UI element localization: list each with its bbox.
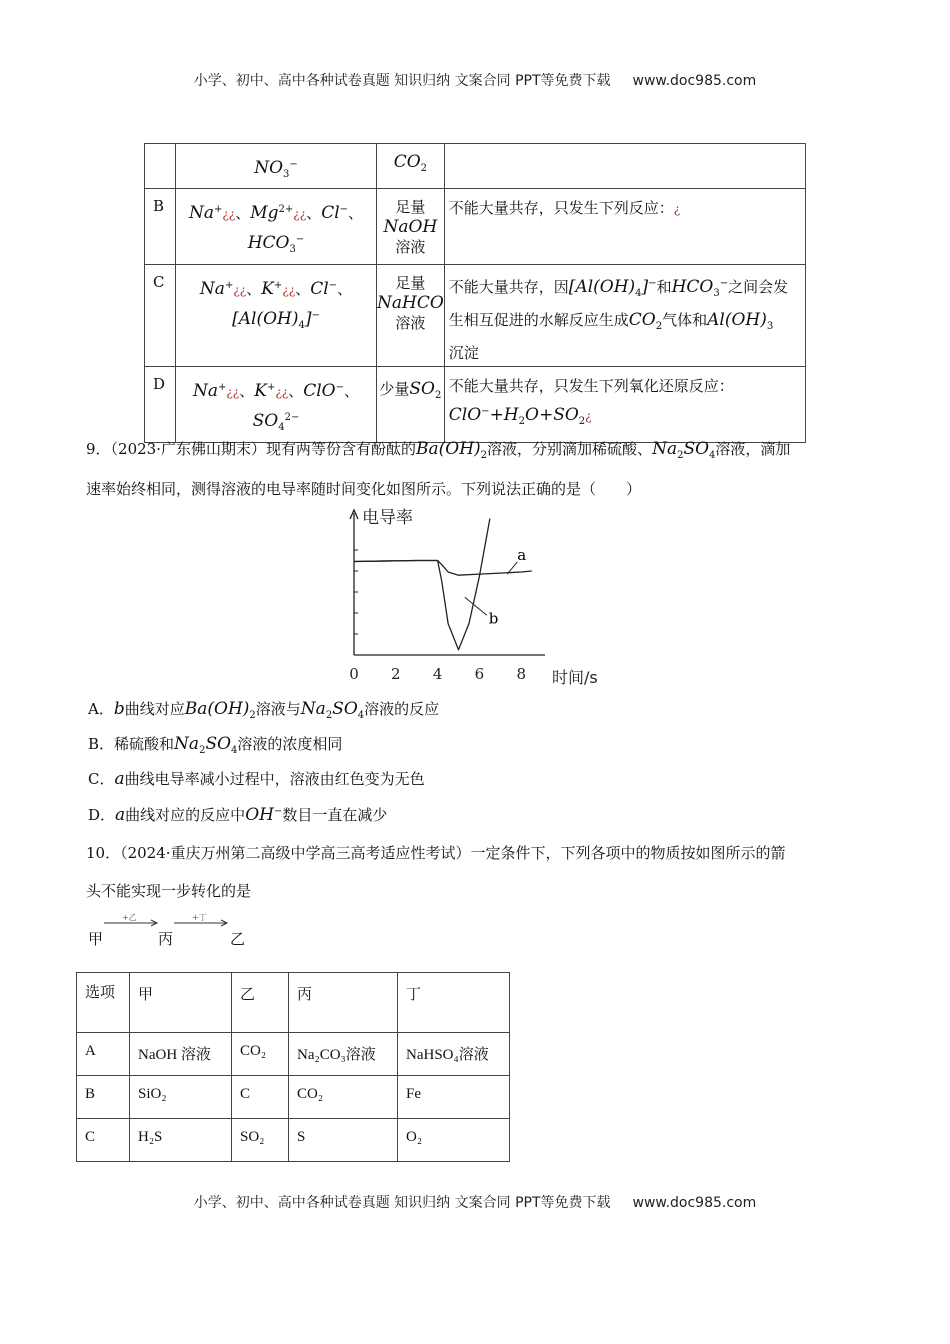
table-cell: C [77, 1119, 130, 1162]
x-axis-label: 时间/s [552, 668, 598, 687]
question-10-line2: 头不能实现一步转化的是 [86, 882, 252, 900]
series-label-a: a [517, 546, 527, 565]
table-row [77, 1076, 510, 1119]
header-cell: 甲 [130, 973, 232, 1033]
table-cell: H₂S [130, 1119, 232, 1162]
question-10: 10．（2024·重庆万州第二高级中学高三高考适应性考试）一定条件下，下列各项中的物质按如图所示的箭 [86, 844, 786, 862]
page-header [0, 70, 950, 90]
note-c: 不能大量共存，因$[Al(OH)_4]^-$和$HCO_3^-$之间会发 生相互促进的水解反应生成$CO_2$气体和$Al(OH)_3$ 沉淀 [444, 265, 805, 367]
footer-url: www.doc985.com [632, 1195, 757, 1211]
x-tick-label: 0 [349, 665, 359, 683]
y-axis-label: 电导率 [362, 508, 413, 528]
header-cell: 选项 [77, 973, 130, 1033]
note-d: 不能大量共存，只发生下列氧化还原反应： $ClO^-+H_2O+SO_2¿$ [444, 367, 805, 443]
option-9a[interactable]: A．b曲线对应$Ba(OH)_2$溶液与$Na_2SO_4$溶液的反应 [88, 699, 440, 721]
option-9d[interactable]: D．a曲线对应的反应中OH−数目一直在减少 [88, 805, 388, 825]
scheme-yi: 乙 [230, 930, 246, 948]
reagent-b: 足量 NaOH 溶液 [377, 189, 445, 265]
footer-text: 小学、初中、高中各种试卷真题 知识归纳 文案合同 PPT等免费下载 [193, 1195, 611, 1211]
series-label-b: b [488, 609, 499, 628]
ions-b: Na+¿¿、$Mg^{2+}¿¿$、Cl−、 $HCO_3^-$ [176, 189, 377, 265]
table-cell: S [289, 1119, 398, 1162]
reagent-c: 足量 NaHCO 溶液 [377, 265, 445, 367]
ions-c: Na+¿¿、K+¿¿、Cl−、 $[Al(OH)_4]^-$ [176, 265, 377, 367]
arrow-right-icon [104, 918, 160, 928]
table-row-b [145, 189, 806, 265]
table-cell: CO₂ [289, 1076, 398, 1119]
header-text: 小学、初中、高中各种试卷真题 知识归纳 文案合同 PPT等免费下载 [193, 73, 611, 89]
reagent-d: 少量$SO_2$ [377, 367, 445, 443]
header-cell: 丙 [289, 973, 398, 1033]
table-header-row [77, 973, 510, 1033]
row-label-b: B [145, 189, 176, 265]
question-9: 9．（2023·广东佛山期末）现有两等份含有酚酞的$Ba(OH)_2$溶液，分别滴加稀硫酸、$Na_2SO_4$溶液，滴加 [86, 439, 791, 461]
header-cell: 乙 [232, 973, 289, 1033]
table-cell: Fe [398, 1076, 510, 1119]
scheme-jia: 甲 [88, 930, 104, 948]
scheme-bing: 丙 [158, 930, 174, 948]
table-cell: B [77, 1076, 130, 1119]
x-tick-label: 2 [391, 665, 401, 683]
header-cell: 丁 [398, 973, 510, 1033]
conversion-scheme [88, 910, 268, 950]
table-row-c [145, 265, 806, 367]
reagent-co2: CO [393, 152, 421, 172]
note-b: 不能大量共存，只发生下列反应：¿ [444, 189, 805, 265]
table-cell: Na₂CO₃溶液 [289, 1033, 398, 1076]
question-9-line2: 速率始终相同，测得溶液的电导率随时间变化如图所示。下列说法正确的是（ ） [86, 480, 642, 498]
table-cell: NaOH 溶液 [130, 1033, 232, 1076]
series-line-a [354, 561, 532, 576]
table-cell: CO₂ [232, 1033, 289, 1076]
option-9b[interactable]: B．稀硫酸和$Na_2SO_4$溶液的浓度相同 [88, 734, 343, 756]
arrow-right-icon [174, 918, 230, 928]
x-tick-label: 6 [474, 665, 485, 683]
page-footer [0, 1192, 950, 1212]
header-url: www.doc985.com [632, 73, 757, 89]
ion-coexistence-table: $NO_3^-$ $CO_2$ B Na+¿¿、$Mg^{2+}¿¿$、Cl−、 $HCO_3^-$ 足量 NaOH 溶液 不能大量共存，只发生下列反应：¿ C Na+¿¿、K+¿¿、Cl−、 $[Al(OH)_4]^-$ 足量 NaHCO 溶液 不能大量共存，因$[Al(OH)_4]^-$和$HCO_3^-$之间会发 生相互促进的水解反应生成$CO_2$气体和$Al(OH)_3$ 沉淀 D Na+¿¿、K+¿¿、ClO−、 $SO_4^{2-}$ 少量$SO_2$ 不能大量共存，只发生下列氧化还原反应： $ClO^-+H_2O+SO_2¿$ [144, 143, 806, 443]
conversion-options-table [76, 972, 510, 1162]
table-cell: NaHSO₄溶液 [398, 1033, 510, 1076]
table-cell: SiO₂ [130, 1076, 232, 1119]
ion-no3: NO [254, 158, 284, 178]
row-label-c: C [145, 265, 176, 367]
table-row [77, 1119, 510, 1162]
table-cell: O₂ [398, 1119, 510, 1162]
row-label-d: D [145, 367, 176, 443]
ions-d: Na+¿¿、K+¿¿、ClO−、 $SO_4^{2-}$ [176, 367, 377, 443]
table-row-d [145, 367, 806, 443]
x-tick-label: 4 [432, 665, 443, 683]
option-9c[interactable]: C．a曲线电导率减小过程中，溶液由红色变为无色 [88, 769, 425, 789]
table-row [77, 1033, 510, 1076]
scheme-arrow2-label: +丁 [192, 913, 207, 922]
table-cell: A [77, 1033, 130, 1076]
table-cell: C [232, 1076, 289, 1119]
scheme-arrow1-label: +乙 [122, 913, 137, 922]
conductivity-chart [330, 505, 620, 690]
x-tick-label: 8 [516, 665, 527, 683]
series-line-b [354, 519, 490, 650]
table-cell: SO₂ [232, 1119, 289, 1162]
leader-line-b [465, 597, 487, 615]
